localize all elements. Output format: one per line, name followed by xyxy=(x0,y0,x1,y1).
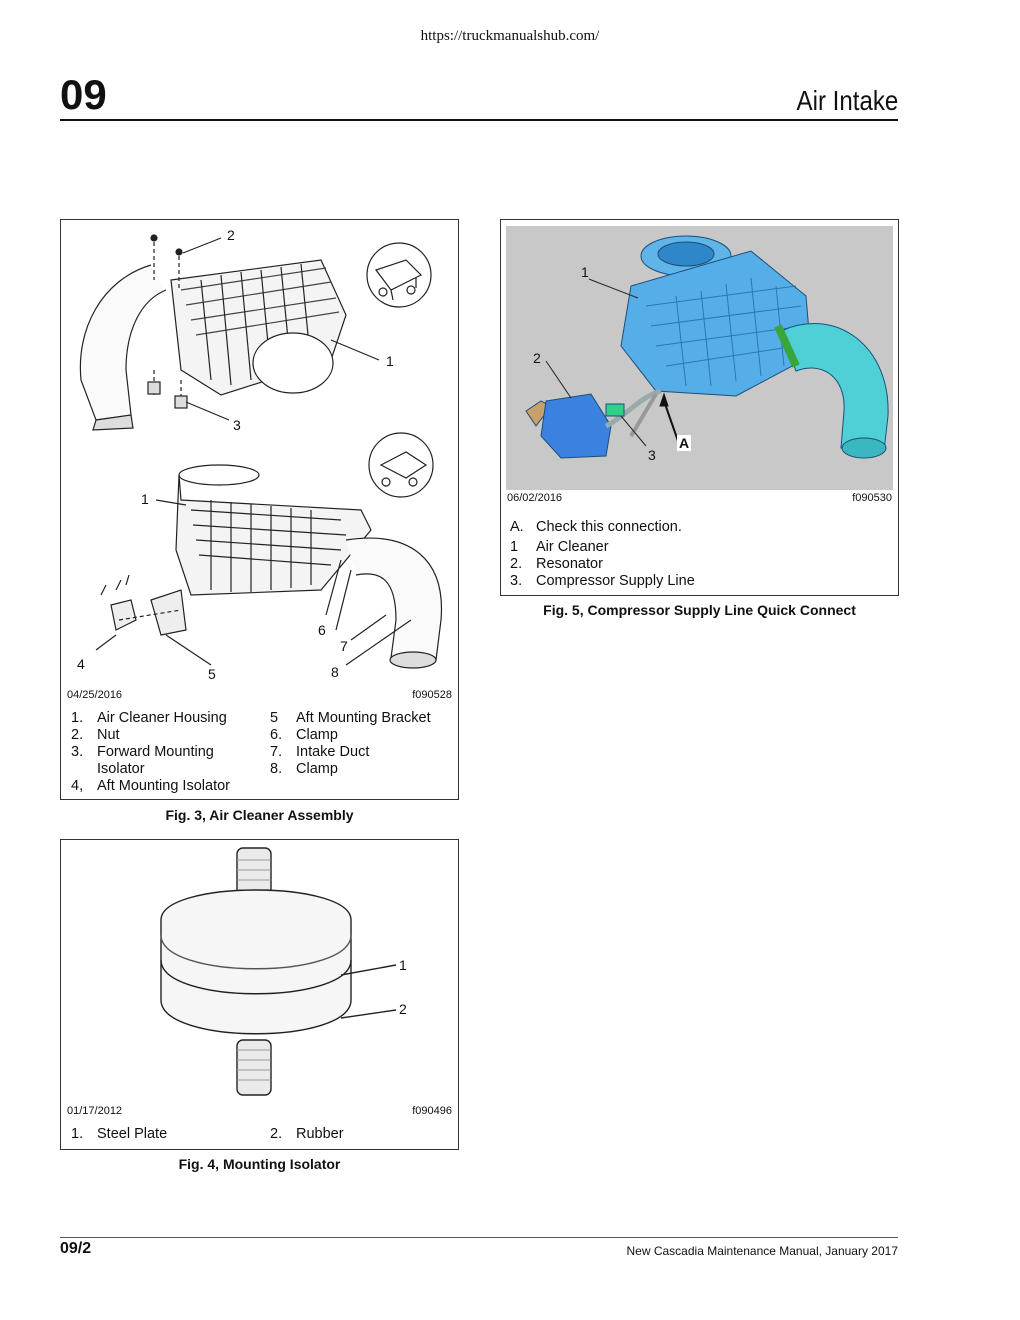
fig5-callout-2: 2 xyxy=(533,350,541,366)
legend-item: 1 Air Cleaner xyxy=(510,539,609,555)
fig3-id: f090528 xyxy=(412,689,452,701)
legend-item: 1. Steel Plate xyxy=(71,1126,168,1142)
legend-item: 2. Rubber xyxy=(270,1126,344,1142)
fig5-legend xyxy=(510,519,890,590)
page-number: 09/2 xyxy=(60,1240,92,1257)
chapter-number: 09 xyxy=(60,71,107,118)
fig4-id: f090496 xyxy=(412,1105,452,1117)
manual-title: New Cascadia Maintenance Manual, January 2017 xyxy=(626,1244,898,1258)
compressor-supply-line-illustration xyxy=(506,226,893,490)
fig3-callout-3: 3 xyxy=(233,417,241,433)
legend-item: 4, Aft Mounting Isolator xyxy=(71,778,230,794)
fig5-callout-3: 3 xyxy=(648,447,656,463)
fig3-callout-8: 8 xyxy=(331,664,339,680)
legend-item: 5 Aft Mounting Bracket xyxy=(270,710,431,726)
legend-item: 1. Air Cleaner Housing xyxy=(71,710,227,726)
fig3-callout-6: 6 xyxy=(318,622,326,638)
legend-item: Isolator xyxy=(97,761,145,777)
fig3-callout-1-top: 1 xyxy=(386,353,394,369)
fig3-date: 04/25/2016 xyxy=(67,689,123,701)
fig3-caption: Fig. 3, Air Cleaner Assembly xyxy=(165,807,354,823)
footer-rule xyxy=(60,1237,898,1238)
fig3-legend-left xyxy=(71,710,261,795)
legend-item: 2. Nut xyxy=(71,727,120,743)
fig4-caption: Fig. 4, Mounting Isolator xyxy=(178,1156,341,1172)
fig5-callout-1: 1 xyxy=(581,264,589,280)
legend-item: A. Check this connection. xyxy=(510,519,682,535)
figure-4-box xyxy=(60,839,459,1150)
legend-item: 6. Clamp xyxy=(270,727,338,743)
fig5-date: 06/02/2016 xyxy=(507,492,563,504)
fig5-caption: Fig. 5, Compressor Supply Line Quick Connect xyxy=(543,602,856,618)
fig3-callout-4: 4 xyxy=(77,656,85,672)
legend-item: 3. Compressor Supply Line xyxy=(510,573,695,589)
legend-item: 2. Resonator xyxy=(510,556,603,572)
fig4-callout-1: 1 xyxy=(399,957,407,973)
fig3-callout-5: 5 xyxy=(208,666,216,682)
air-cleaner-assembly-illustration xyxy=(61,220,458,690)
fig5-id: f090530 xyxy=(852,492,892,504)
legend-item: 7. Intake Duct xyxy=(270,744,370,760)
fig3-callout-7: 7 xyxy=(340,638,348,654)
fig3-legend-right xyxy=(270,710,450,778)
fig4-date: 01/17/2012 xyxy=(67,1105,123,1117)
fig4-callout-2: 2 xyxy=(399,1001,407,1017)
section-title: Air Intake xyxy=(796,85,898,116)
fig3-callout-1-bottom: 1 xyxy=(141,491,149,507)
fig5-callout-A: A xyxy=(679,435,690,451)
source-url[interactable]: https://truckmanualshub.com/ xyxy=(420,28,600,44)
fig3-callout-2: 2 xyxy=(227,227,235,243)
legend-item: 8. Clamp xyxy=(270,761,338,777)
fig4-legend-right xyxy=(270,1126,450,1143)
figure-3-box xyxy=(60,219,459,800)
header-rule xyxy=(60,119,898,121)
figure-5-box xyxy=(500,219,899,596)
legend-item: 3. Forward Mounting xyxy=(71,744,214,760)
fig4-legend-left xyxy=(71,1126,261,1143)
